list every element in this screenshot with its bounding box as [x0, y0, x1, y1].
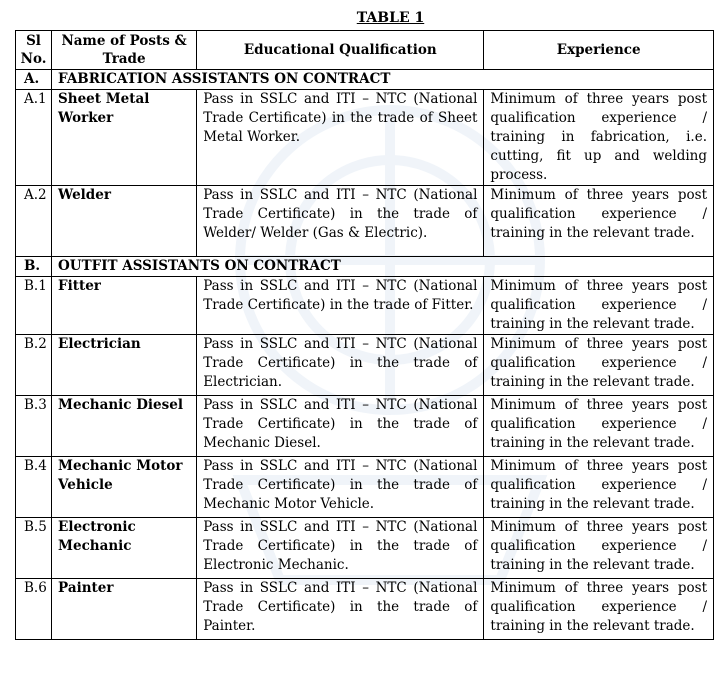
row-sl: B.6: [16, 579, 52, 640]
section-row-a: [16, 70, 714, 90]
qualification-table: [15, 30, 714, 640]
row-post: Mechanic Motor Vehicle: [52, 457, 197, 518]
row-experience: Minimum of three years post qualification experience / training in the relevant trade.: [484, 277, 714, 335]
row-post: Sheet Metal Worker: [52, 90, 197, 186]
table-row: [16, 457, 714, 518]
row-education: Pass in SSLC and ITI – NTC (National Trade Certificate) in the trade of Fitter.: [197, 277, 484, 335]
row-education: Pass in SSLC and ITI – NTC (National Trade Certificate) in the trade of Electronic Mechanic.: [197, 518, 484, 579]
row-experience: Minimum of three years post qualification experience / training in the relevant trade.: [484, 396, 714, 457]
row-sl: B.1: [16, 277, 52, 335]
row-sl: B.2: [16, 335, 52, 396]
row-sl: A.2: [16, 186, 52, 257]
row-experience: Minimum of three years post qualification experience / training in the relevant trade.: [484, 518, 714, 579]
row-education: Pass in SSLC and ITI – NTC (National Trade Certificate) in the trade of Mechanic Diesel.: [197, 396, 484, 457]
row-sl: B.5: [16, 518, 52, 579]
row-experience: Minimum of three years post qualification experience / training in the relevant trade.: [484, 457, 714, 518]
table-title: TABLE 1: [356, 10, 425, 26]
row-post: Painter: [52, 579, 197, 640]
table-header-row: [16, 31, 714, 70]
section-code: A.: [16, 70, 52, 90]
row-post: Electrician: [52, 335, 197, 396]
row-education: Pass in SSLC and ITI – NTC (National Trade Certificate) in the trade of Mechanic Motor Vehicle.: [197, 457, 484, 518]
row-sl: A.1: [16, 90, 52, 186]
table-row: [16, 186, 714, 257]
table-row: [16, 518, 714, 579]
row-experience: Minimum of three years post qualification experience / training in the relevant trade.: [484, 186, 714, 257]
row-experience: Minimum of three years post qualification experience / training in the relevant trade.: [484, 335, 714, 396]
section-title: OUTFIT ASSISTANTS ON CONTRACT: [52, 257, 714, 277]
row-education: Pass in SSLC and ITI – NTC (National Trade Certificate) in the trade of Welder/ Welder (Gas & Electric).: [197, 186, 484, 257]
section-code: B.: [16, 257, 52, 277]
table-row: [16, 90, 714, 186]
table-row: [16, 335, 714, 396]
table-row: [16, 396, 714, 457]
row-post: Fitter: [52, 277, 197, 335]
section-row-b: [16, 257, 714, 277]
row-education: Pass in SSLC and ITI – NTC (National Trade Certificate) in the trade of Painter.: [197, 579, 484, 640]
row-education: Pass in SSLC and ITI – NTC (National Trade Certificate) in the trade of Electrician.: [197, 335, 484, 396]
row-experience: Minimum of three years post qualification experience / training in the relevant trade.: [484, 579, 714, 640]
row-post: Mechanic Diesel: [52, 396, 197, 457]
header-sl-no: Sl No.: [16, 31, 52, 70]
header-education: Educational Qualification: [197, 31, 484, 70]
row-experience: Minimum of three years post qualification experience / training in fabrication, i.e. cutting, fit up and welding process.: [484, 90, 714, 186]
row-post: Welder: [52, 186, 197, 257]
row-sl: B.3: [16, 396, 52, 457]
row-education: Pass in SSLC and ITI – NTC (National Trade Certificate) in the trade of Sheet Metal Worker.: [197, 90, 484, 186]
row-sl: B.4: [16, 457, 52, 518]
table-row: [16, 579, 714, 640]
table-row: [16, 277, 714, 335]
section-title: FABRICATION ASSISTANTS ON CONTRACT: [52, 70, 714, 90]
header-experience: Experience: [484, 31, 714, 70]
header-post-name: Name of Posts & Trade: [52, 31, 197, 70]
row-post: Electronic Mechanic: [52, 518, 197, 579]
